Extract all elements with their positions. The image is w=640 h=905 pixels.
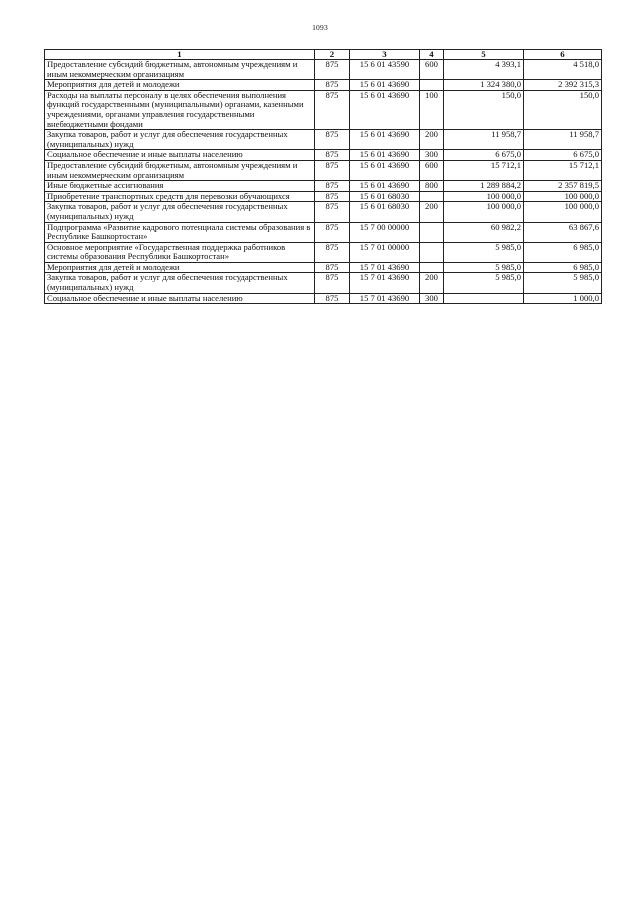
row-target-item-code: 15 7 01 00000 [350,242,420,262]
row-amount-col-5: 100 000,0 [444,191,524,202]
row-amount-col-5: 11 958,7 [444,130,524,150]
row-department-code: 875 [315,293,350,304]
row-target-item-code: 15 6 01 43690 [350,181,420,192]
row-name: Мероприятия для детей и молодежи [45,262,315,273]
table-row [45,160,602,180]
table-row [45,202,602,222]
table-header [45,50,602,60]
row-amount-col-6: 63 867,6 [524,222,602,242]
row-amount-col-5: 15 712,1 [444,160,524,180]
row-target-item-code: 15 6 01 43690 [350,130,420,150]
header-col-1: 1 [45,50,315,60]
row-amount-col-6: 2 357 819,5 [524,181,602,192]
row-target-item-code: 15 6 01 43690 [350,160,420,180]
table-body [45,60,602,304]
row-name: Закупка товаров, работ и услуг для обеспечения государственных (муниципальных) нужд [45,130,315,150]
row-target-item-code: 15 6 01 68030 [350,202,420,222]
row-target-item-code: 15 7 01 43690 [350,273,420,293]
table-row [45,242,602,262]
row-amount-col-5: 5 985,0 [444,242,524,262]
page-number: 1093 [312,23,328,32]
table-row [45,293,602,304]
row-amount-col-6: 150,0 [524,90,602,129]
row-amount-col-6: 6 985,0 [524,242,602,262]
table-row [45,262,602,273]
row-expense-type-code: 600 [420,160,444,180]
row-name: Предоставление субсидий бюджетным, автономным учреждениям и иным некоммерческим организациям [45,160,315,180]
row-target-item-code: 15 7 00 00000 [350,222,420,242]
row-department-code: 875 [315,191,350,202]
row-amount-col-5: 100 000,0 [444,202,524,222]
row-department-code: 875 [315,150,350,161]
row-department-code: 875 [315,222,350,242]
row-expense-type-code: 300 [420,150,444,161]
row-expense-type-code: 300 [420,293,444,304]
table-row [45,90,602,129]
row-department-code: 875 [315,181,350,192]
row-department-code: 875 [315,80,350,91]
row-department-code: 875 [315,273,350,293]
row-amount-col-6: 1 000,0 [524,293,602,304]
row-department-code: 875 [315,202,350,222]
row-expense-type-code: 800 [420,181,444,192]
row-department-code: 875 [315,242,350,262]
row-amount-col-6: 100 000,0 [524,202,602,222]
row-amount-col-6: 6 675,0 [524,150,602,161]
header-col-3: 3 [350,50,420,60]
row-expense-type-code [420,222,444,242]
row-amount-col-6: 100 000,0 [524,191,602,202]
table-row [45,191,602,202]
row-amount-col-5: 1 324 380,0 [444,80,524,91]
row-target-item-code: 15 6 01 68030 [350,191,420,202]
row-amount-col-5: 60 982,2 [444,222,524,242]
row-name: Иные бюджетные ассигнования [45,181,315,192]
row-amount-col-5 [444,293,524,304]
budget-table [44,49,602,304]
row-target-item-code: 15 6 01 43690 [350,80,420,91]
row-amount-col-5: 150,0 [444,90,524,129]
row-expense-type-code: 200 [420,273,444,293]
row-target-item-code: 15 6 01 43590 [350,60,420,80]
row-amount-col-6: 5 985,0 [524,273,602,293]
row-expense-type-code [420,242,444,262]
row-expense-type-code: 100 [420,90,444,129]
table-row [45,130,602,150]
row-department-code: 875 [315,60,350,80]
row-amount-col-6: 11 958,7 [524,130,602,150]
row-department-code: 875 [315,90,350,129]
row-amount-col-5: 1 289 884,2 [444,181,524,192]
header-col-6: 6 [524,50,602,60]
row-target-item-code: 15 7 01 43690 [350,293,420,304]
row-department-code: 875 [315,160,350,180]
row-expense-type-code [420,191,444,202]
row-target-item-code: 15 7 01 43690 [350,262,420,273]
row-amount-col-5: 6 675,0 [444,150,524,161]
row-department-code: 875 [315,130,350,150]
row-name: Закупка товаров, работ и услуг для обеспечения государственных (муниципальных) нужд [45,273,315,293]
header-col-2: 2 [315,50,350,60]
row-name: Мероприятия для детей и молодежи [45,80,315,91]
row-name: Социальное обеспечение и иные выплаты населению [45,150,315,161]
row-target-item-code: 15 6 01 43690 [350,150,420,161]
row-name: Приобретение транспортных средств для перевозки обучающихся [45,191,315,202]
header-row [45,50,602,60]
table-row [45,150,602,161]
row-expense-type-code: 200 [420,130,444,150]
row-name: Подпрограмма «Развитие кадрового потенциала системы образования в Республике Башкортостан» [45,222,315,242]
header-col-4: 4 [420,50,444,60]
row-expense-type-code [420,262,444,273]
table-row [45,222,602,242]
row-expense-type-code [420,80,444,91]
table-row [45,273,602,293]
row-expense-type-code: 600 [420,60,444,80]
row-name: Предоставление субсидий бюджетным, автономным учреждениям и иным некоммерческим организациям [45,60,315,80]
header-col-5: 5 [444,50,524,60]
row-name: Основное мероприятие «Государственная поддержка работников системы образования Республики Башкортостан» [45,242,315,262]
row-name: Социальное обеспечение и иные выплаты населению [45,293,315,304]
table-row [45,80,602,91]
row-target-item-code: 15 6 01 43690 [350,90,420,129]
row-amount-col-5: 4 393,1 [444,60,524,80]
row-amount-col-6: 15 712,1 [524,160,602,180]
row-amount-col-5: 5 985,0 [444,262,524,273]
row-amount-col-5: 5 985,0 [444,273,524,293]
row-amount-col-6: 4 518,0 [524,60,602,80]
table-row [45,60,602,80]
row-department-code: 875 [315,262,350,273]
table-row [45,181,602,192]
row-expense-type-code: 200 [420,202,444,222]
row-amount-col-6: 2 392 315,3 [524,80,602,91]
row-name: Расходы на выплаты персоналу в целях обеспечения выполнения функций государственными (муниципальными) органами, казенными учреждениями, органами управления государственными внебюджетными фондами [45,90,315,129]
row-name: Закупка товаров, работ и услуг для обеспечения государственных (муниципальных) нужд [45,202,315,222]
row-amount-col-6: 6 985,0 [524,262,602,273]
